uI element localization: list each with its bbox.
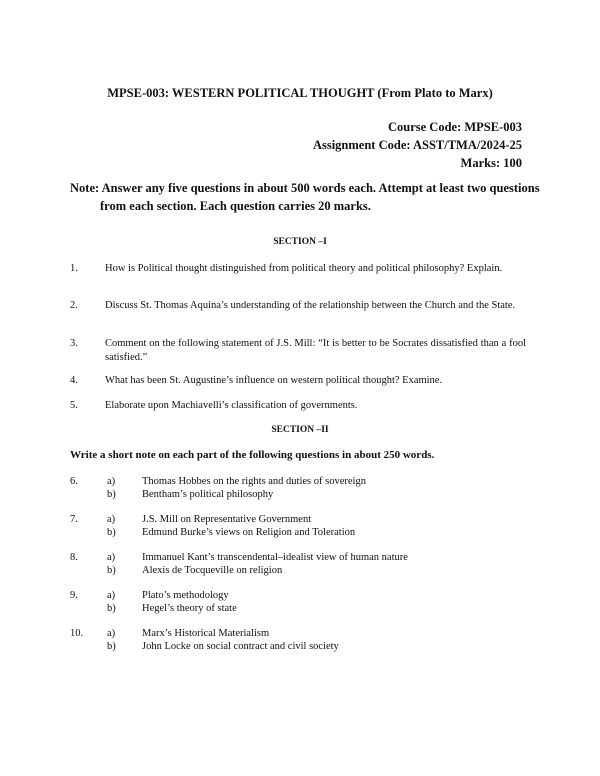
- question-8: [70, 551, 530, 577]
- part-label: a): [107, 590, 116, 601]
- part-a-text: Marx’s Historical Materialism: [142, 628, 270, 639]
- question-text: What has been St. Augustine’s influence on western political thought? Examine.: [105, 375, 443, 386]
- question-2: [70, 299, 526, 327]
- question-number: 6.: [70, 476, 78, 487]
- question-number: 2.: [70, 300, 78, 311]
- question-9: [70, 589, 530, 615]
- part-label: b): [107, 527, 116, 538]
- part-label: b): [107, 641, 116, 652]
- question-10: [70, 627, 530, 653]
- section-2-heading: SECTION –II: [271, 425, 329, 435]
- question-1: [70, 262, 526, 290]
- question-number: 3.: [70, 338, 78, 349]
- question-number: 1.: [70, 263, 78, 274]
- part-b-text: Alexis de Tocqueville on religion: [142, 565, 283, 576]
- question-number: 7.: [70, 514, 78, 525]
- question-7: [70, 513, 530, 539]
- part-label: b): [107, 603, 116, 614]
- part-label: b): [107, 565, 116, 576]
- question-number: 10.: [70, 628, 84, 639]
- question-text: Comment on the following statement of J.S. Mill: “It is better to be Socrates dissatisfied than a fool satisfied.”: [105, 338, 526, 363]
- part-label: a): [107, 628, 116, 639]
- page-title: MPSE-003: WESTERN POLITICAL THOUGHT (From Plato to Marx): [107, 86, 493, 100]
- question-text: Elaborate upon Machiavelli’s classification of governments.: [105, 400, 358, 411]
- part-b-text: John Locke on social contract and civil society: [142, 641, 339, 652]
- question-number: 4.: [70, 375, 78, 386]
- course-code: Course Code: MPSE-003: [387, 120, 522, 134]
- question-6: [70, 475, 530, 501]
- assignment-code: Assignment Code: ASST/TMA/2024-25: [312, 138, 522, 152]
- question-3: [70, 337, 526, 365]
- part-label: a): [107, 476, 116, 487]
- part-a-text: Thomas Hobbes on the rights and duties of sovereign: [142, 476, 366, 487]
- question-5: [70, 399, 526, 413]
- part-a-text: Plato’s methodology: [142, 590, 229, 601]
- section-1-heading: SECTION –I: [273, 237, 327, 247]
- question-number: 5.: [70, 400, 78, 411]
- section-2-instruction: Write a short note on each part of the following questions in about 250 words.: [70, 449, 435, 461]
- part-b-text: Bentham’s political philosophy: [142, 489, 274, 500]
- instructions-note: Note: Answer any five questions in about 500 words each. Attempt at least two questions from each section. Each question carries 20 marks.: [70, 181, 540, 213]
- question-text: How is Political thought distinguished from political theory and political philosophy? Explain.: [105, 263, 503, 274]
- question-text: Discuss St. Thomas Aquina’s understanding of the relationship between the Church and the State.: [105, 300, 516, 311]
- part-label: a): [107, 514, 116, 525]
- part-b-text: Edmund Burke’s views on Religion and Toleration: [142, 527, 356, 538]
- question-number: 8.: [70, 552, 78, 563]
- course-meta: [313, 118, 522, 172]
- part-a-text: Immanuel Kant’s transcendental–idealist view of human nature: [142, 552, 408, 563]
- part-a-text: J.S. Mill on Representative Government: [142, 514, 312, 525]
- marks: Marks: 100: [460, 156, 522, 170]
- part-label: a): [107, 552, 116, 563]
- part-label: b): [107, 489, 116, 500]
- question-number: 9.: [70, 590, 78, 601]
- question-4: [70, 374, 526, 388]
- part-b-text: Hegel’s theory of state: [142, 603, 237, 614]
